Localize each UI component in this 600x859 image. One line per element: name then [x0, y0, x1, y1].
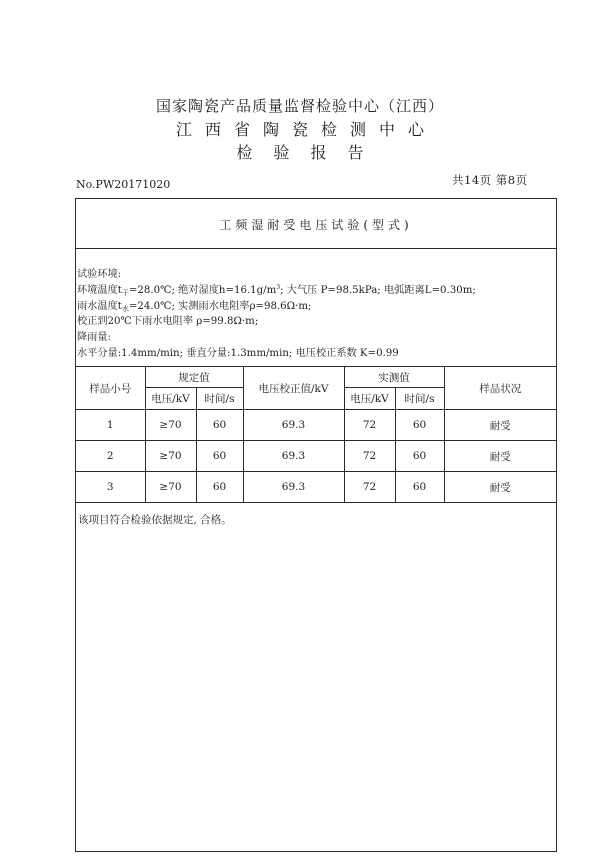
cell-meas-voltage: 72 [344, 441, 395, 472]
cell-spec-time: 60 [196, 410, 243, 441]
cell-sample-no: 3 [76, 472, 145, 503]
center-name-header: 国家陶瓷产品质量监督检验中心（江西） [155, 97, 444, 115]
report-title: 检验报告 [236, 143, 385, 162]
test-environment [77, 267, 555, 362]
header-spec-voltage: 电压/kV [145, 388, 196, 410]
cell-corrected: 69.3 [243, 410, 344, 441]
cell-corrected: 69.3 [243, 441, 344, 472]
env-heading: 试验环境: [77, 269, 122, 280]
page-info: 共14页 第8页 [452, 173, 528, 187]
cell-spec-voltage: ≥70 [145, 472, 196, 503]
conclusion-text: 该项目符合检验依据规定, 合格。 [78, 514, 232, 526]
cell-meas-time: 60 [395, 472, 444, 503]
results-table [76, 366, 556, 503]
cell-meas-time: 60 [395, 410, 444, 441]
table-row [76, 410, 556, 441]
cell-status: 耐受 [444, 441, 556, 472]
header-specified: 规定值 [145, 367, 243, 388]
document-number: No.PW20171020 [76, 178, 171, 191]
cell-spec-voltage: ≥70 [145, 441, 196, 472]
test-title: 工频湿耐受电压试验(型式) [76, 199, 556, 249]
cell-status: 耐受 [444, 410, 556, 441]
env-line-resistivity: 校正到20℃下雨水电阻率 ρ=99.8Ω·m; [77, 316, 259, 328]
header-spec-time: 时间/s [196, 388, 243, 410]
table-row [76, 441, 556, 472]
env-line-rain-temp: 雨水温度$t_水=24.0℃$; 实测雨水电阻率ρ=98.6Ω·m; [77, 300, 312, 313]
cell-spec-voltage: ≥70 [145, 410, 196, 441]
provincial-center-header: 江西省陶瓷检测中心 [175, 120, 437, 139]
header-meas-voltage: 电压/kV [344, 388, 395, 410]
header-status: 样品状况 [444, 367, 556, 410]
cell-sample-no: 1 [76, 410, 145, 441]
env-line-ambient: 环境温度$t_干=28.0℃$; 绝对湿度$h=16.1g/m^3$; 大气压 P=98.5kPa; 电弧距离L=0.30m; [77, 283, 476, 297]
header-meas-time: 时间/s [395, 388, 444, 410]
env-line-rainfall: 降雨量: [77, 332, 111, 344]
header-measured: 实测值 [344, 367, 444, 388]
cell-status: 耐受 [444, 472, 556, 503]
cell-sample-no: 2 [76, 441, 145, 472]
cell-spec-time: 60 [196, 441, 243, 472]
cell-meas-voltage: 72 [344, 410, 395, 441]
cell-meas-voltage: 72 [344, 472, 395, 503]
header-corrected: 电压校正值/kV [243, 367, 344, 410]
report-frame [75, 198, 557, 852]
table-row [76, 472, 556, 503]
env-line-components: 水平分量:1.4mm/min; 垂直分量:1.3mm/min; 电压校正系数 K=0.99 [77, 347, 399, 359]
header-sample-no: 样品小号 [76, 367, 145, 410]
cell-spec-time: 60 [196, 472, 243, 503]
cell-corrected: 69.3 [243, 472, 344, 503]
cell-meas-time: 60 [395, 441, 444, 472]
